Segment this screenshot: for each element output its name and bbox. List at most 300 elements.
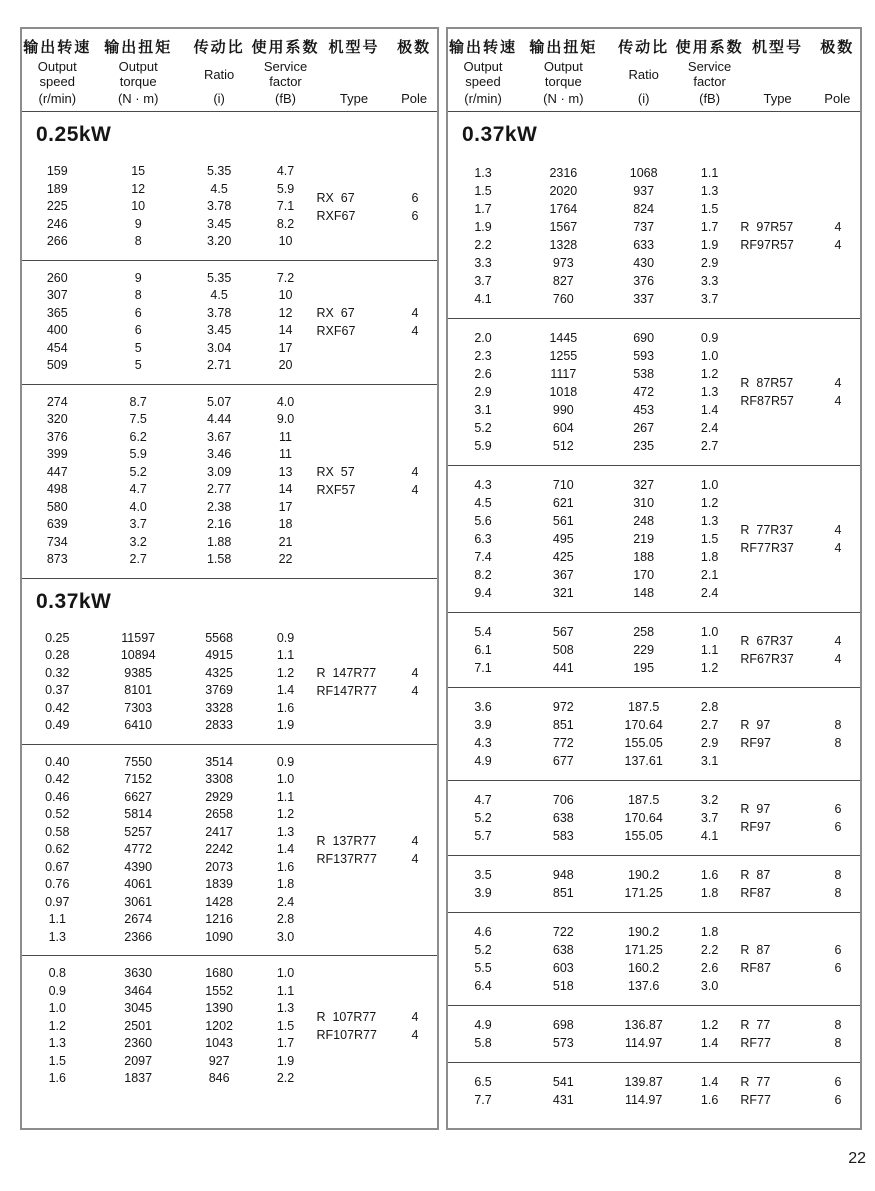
cell-service-factor: 1.2 <box>700 1018 719 1032</box>
cell-output-torque: 518 <box>552 979 574 993</box>
cell-service-factor: 1.8 <box>700 886 719 900</box>
cell-output-torque: 321 <box>552 586 574 600</box>
cell-output-torque: 1445 <box>549 331 578 345</box>
cell-output-torque: 9 <box>134 270 142 285</box>
column-header-zh: 机型号 <box>328 39 380 56</box>
cell-ratio: 5568 <box>205 630 234 645</box>
cell-output-torque: 3630 <box>124 966 153 980</box>
cell-ratio: 1202 <box>205 1018 234 1033</box>
type-pole-line <box>736 650 860 668</box>
cell-ratio: 1043 <box>205 1036 234 1050</box>
cell-output-torque: 561 <box>552 514 574 528</box>
cell-output-speed: 399 <box>46 447 68 461</box>
type-pole-block <box>736 781 860 855</box>
type-label: R 87 <box>740 943 771 957</box>
cell-ratio: 538 <box>633 367 655 381</box>
column-header-service-factor <box>251 36 320 106</box>
type-label: RF97 <box>740 820 771 834</box>
rating-group <box>448 780 860 855</box>
column-header-en-line: torque <box>544 74 582 89</box>
cell-output-speed: 274 <box>46 394 68 409</box>
pole-value: 4 <box>411 306 419 320</box>
type-pole-line <box>736 941 860 959</box>
type-label: R 97 <box>740 802 771 816</box>
cell-output-speed: 6.1 <box>474 643 492 657</box>
column-header-zh: 输出转速 <box>23 39 92 56</box>
cell-output-torque: 431 <box>552 1093 574 1107</box>
cell-service-factor: 1.8 <box>700 550 719 564</box>
cell-output-torque: 7303 <box>124 700 153 715</box>
cell-ratio: 188 <box>633 550 655 564</box>
column-header-zh: 输出扭矩 <box>104 39 173 56</box>
cell-ratio: 310 <box>633 496 655 510</box>
column-header-unit: (fB) <box>699 91 721 106</box>
cell-ratio: 472 <box>633 385 655 399</box>
column-header-pole <box>815 36 860 106</box>
cell-output-torque: 5.9 <box>129 447 147 461</box>
column-header-zh: 输出转速 <box>449 39 518 56</box>
type-pole-block <box>736 154 860 318</box>
cell-output-torque: 698 <box>552 1018 574 1032</box>
pole-value: 8 <box>834 736 842 750</box>
cell-output-speed: 1.0 <box>48 1001 66 1015</box>
cell-output-torque: 6 <box>134 305 142 320</box>
cell-output-torque: 567 <box>552 625 574 639</box>
column-header-zh: 极数 <box>820 39 855 56</box>
column-header-en-line: factor <box>693 74 726 89</box>
cell-service-factor: 10 <box>278 288 293 302</box>
cell-output-speed: 3.3 <box>474 256 492 270</box>
cell-output-speed: 320 <box>46 412 68 426</box>
cell-service-factor: 1.5 <box>276 1018 295 1033</box>
cell-output-torque: 972 <box>552 700 574 714</box>
type-pole-line <box>736 734 860 752</box>
type-pole-line <box>736 1091 860 1109</box>
cell-ratio: 2.16 <box>206 517 232 531</box>
section-title: 0.37kW <box>36 589 112 613</box>
cell-service-factor: 3.7 <box>700 292 719 306</box>
pole-value: 6 <box>411 190 419 205</box>
cell-output-torque: 441 <box>552 661 574 675</box>
cell-output-speed: 0.8 <box>48 966 66 980</box>
cell-output-torque: 2097 <box>124 1053 153 1068</box>
cell-ratio: 137.6 <box>628 979 660 993</box>
cell-output-speed: 639 <box>46 517 68 531</box>
cell-ratio: 1.88 <box>206 534 232 549</box>
cell-output-torque: 973 <box>552 256 574 270</box>
cell-service-factor: 3.7 <box>700 811 719 825</box>
cell-output-torque: 15 <box>131 164 146 178</box>
cell-ratio: 155.05 <box>624 829 663 843</box>
pole-value: 4 <box>834 394 842 408</box>
type-label: R 77R37 <box>740 523 794 537</box>
type-pole-line <box>736 374 860 392</box>
cell-service-factor: 1.5 <box>700 532 719 546</box>
pole-value: 4 <box>411 833 419 848</box>
right-table-panel <box>446 27 862 1130</box>
rating-group <box>22 154 437 260</box>
pole-value: 6 <box>834 1093 842 1107</box>
cell-output-speed: 509 <box>46 358 68 372</box>
cell-service-factor: 17 <box>278 340 293 355</box>
cell-output-speed: 5.2 <box>474 811 492 825</box>
cell-ratio: 1068 <box>629 166 658 180</box>
type-label: R 107R77 <box>316 1010 377 1025</box>
type-label: R 137R77 <box>316 833 377 848</box>
cell-output-torque: 4061 <box>124 877 153 891</box>
column-header-zh: 输出扭矩 <box>529 39 598 56</box>
type-pole-line <box>313 481 438 499</box>
column-header-en-line: torque <box>119 74 157 89</box>
cell-output-speed: 7.4 <box>474 550 492 564</box>
type-label: R 97 <box>740 718 771 732</box>
cell-ratio: 3.78 <box>206 199 232 213</box>
cell-output-torque: 722 <box>552 925 574 939</box>
cell-output-torque: 2316 <box>549 166 578 180</box>
cell-output-speed: 4.1 <box>474 292 492 306</box>
pole-value: 4 <box>411 684 419 698</box>
cell-output-torque: 3045 <box>124 1001 153 1015</box>
cell-ratio: 4325 <box>205 665 234 680</box>
cell-output-torque: 7.5 <box>129 412 147 426</box>
cell-output-torque: 990 <box>552 403 574 417</box>
cell-service-factor: 1.9 <box>700 238 719 252</box>
cell-output-torque: 1018 <box>549 385 578 399</box>
power-section <box>22 112 437 578</box>
cell-ratio: 1.58 <box>206 552 232 566</box>
cell-output-torque: 6.2 <box>129 429 147 444</box>
cell-ratio: 3514 <box>205 754 234 769</box>
column-header-en-line: Output <box>543 59 583 74</box>
rating-group <box>22 955 437 1097</box>
type-pole-line <box>736 884 860 902</box>
type-label: RF87R57 <box>740 394 794 408</box>
cell-ratio: 846 <box>208 1071 230 1085</box>
cell-output-speed: 7.7 <box>474 1093 492 1107</box>
type-pole-line <box>736 866 860 884</box>
cell-service-factor: 2.2 <box>276 1071 295 1085</box>
cell-service-factor: 1.0 <box>700 625 719 639</box>
cell-service-factor: 14 <box>278 323 293 337</box>
cell-output-speed: 1.5 <box>48 1053 66 1068</box>
type-pole-line <box>313 207 438 225</box>
cell-output-torque: 772 <box>552 736 574 750</box>
type-label: RF77 <box>740 1036 771 1050</box>
column-header-output-torque <box>518 36 609 106</box>
cell-output-torque: 2.7 <box>129 552 147 566</box>
cell-output-torque: 6 <box>134 323 142 337</box>
type-label: R 87 <box>740 868 771 882</box>
cell-ratio: 2.38 <box>206 499 232 514</box>
rating-group <box>448 1062 860 1119</box>
type-pole-block <box>736 613 860 687</box>
type-label: R 77 <box>740 1018 771 1032</box>
column-header-en-line: Ratio <box>203 66 235 82</box>
rating-group <box>22 384 437 578</box>
cell-service-factor: 1.0 <box>700 349 719 363</box>
cell-ratio: 195 <box>633 661 655 675</box>
type-pole-block <box>736 319 860 465</box>
cell-output-torque: 638 <box>552 811 574 825</box>
cell-output-speed: 159 <box>46 164 68 178</box>
type-pole-line <box>313 322 438 340</box>
cell-output-speed: 266 <box>46 234 68 248</box>
column-header-en-line: speed <box>465 74 501 89</box>
cell-ratio: 2929 <box>205 789 234 804</box>
cell-ratio: 160.2 <box>628 961 660 975</box>
cell-ratio: 1839 <box>205 877 234 891</box>
cell-output-torque: 3.2 <box>129 534 147 549</box>
cell-output-speed: 1.9 <box>474 220 492 234</box>
cell-output-speed: 0.37 <box>45 683 70 697</box>
cell-ratio: 927 <box>208 1053 230 1068</box>
cell-ratio: 3.67 <box>206 429 232 444</box>
column-header-en <box>264 59 307 89</box>
column-header-en <box>204 67 234 82</box>
column-header-en-line: factor <box>269 74 302 89</box>
cell-output-speed: 2.9 <box>474 385 492 399</box>
cell-service-factor: 1.8 <box>700 925 719 939</box>
type-pole-line <box>736 1016 860 1034</box>
type-pole-line <box>313 832 438 850</box>
type-pole-block <box>313 261 438 384</box>
cell-service-factor: 1.4 <box>700 403 719 417</box>
type-label: R 67R37 <box>740 634 794 648</box>
cell-ratio: 3.78 <box>206 305 232 320</box>
type-label: RF87 <box>740 886 771 900</box>
cell-service-factor: 1.1 <box>276 983 295 998</box>
rating-group <box>448 318 860 465</box>
cell-ratio: 235 <box>633 439 655 453</box>
column-header-zh: 传动比 <box>618 39 670 56</box>
type-label: RF77 <box>740 1093 771 1107</box>
cell-output-torque: 9 <box>134 216 142 231</box>
cell-service-factor: 1.9 <box>276 1053 295 1068</box>
cell-service-factor: 7.1 <box>276 199 295 213</box>
type-pole-line <box>736 1073 860 1091</box>
cell-output-torque: 2366 <box>124 929 153 944</box>
cell-ratio: 937 <box>633 184 655 198</box>
type-label: RF77R37 <box>740 541 794 555</box>
cell-output-torque: 677 <box>552 754 574 768</box>
cell-service-factor: 1.4 <box>276 842 295 856</box>
cell-output-speed: 447 <box>46 464 68 479</box>
cell-output-speed: 2.0 <box>474 331 492 345</box>
cell-service-factor: 21 <box>278 534 293 549</box>
cell-output-torque: 5.2 <box>129 464 147 479</box>
cell-ratio: 430 <box>633 256 655 270</box>
column-header-type <box>317 36 392 106</box>
cell-service-factor: 2.4 <box>700 421 719 435</box>
cell-ratio: 327 <box>633 478 655 492</box>
cell-output-torque: 425 <box>552 550 574 564</box>
cell-output-torque: 10 <box>131 199 146 213</box>
type-pole-line <box>313 1008 438 1026</box>
cell-ratio: 5.35 <box>206 164 232 178</box>
cell-ratio: 4.44 <box>206 412 232 426</box>
cell-output-speed: 1.7 <box>474 202 492 216</box>
cell-output-torque: 851 <box>552 718 574 732</box>
cell-output-torque: 1764 <box>549 202 578 216</box>
cell-output-torque: 2360 <box>124 1036 153 1050</box>
cell-ratio: 170.64 <box>624 811 663 825</box>
cell-output-speed: 0.67 <box>45 859 70 874</box>
cell-service-factor: 1.1 <box>276 789 295 804</box>
cell-ratio: 170.64 <box>624 718 663 732</box>
type-pole-block <box>736 1063 860 1119</box>
cell-ratio: 1680 <box>205 966 234 980</box>
pole-value: 6 <box>834 1075 842 1089</box>
type-label: RF87 <box>740 961 771 975</box>
cell-ratio: 3308 <box>205 772 234 786</box>
cell-output-speed: 2.3 <box>474 349 492 363</box>
cell-ratio: 5.35 <box>206 270 232 285</box>
cell-output-torque: 710 <box>552 478 574 492</box>
type-pole-line <box>313 1026 438 1044</box>
cell-ratio: 1216 <box>205 912 234 926</box>
cell-output-speed: 4.5 <box>474 496 492 510</box>
cell-service-factor: 2.6 <box>700 961 719 975</box>
cell-ratio: 258 <box>633 625 655 639</box>
cell-output-torque: 1117 <box>550 367 577 381</box>
cell-output-torque: 760 <box>552 292 574 306</box>
cell-service-factor: 1.1 <box>700 166 719 180</box>
cell-output-torque: 851 <box>552 886 574 900</box>
table-header <box>448 29 860 112</box>
column-header-en-line: Output <box>118 59 158 74</box>
cell-output-torque: 603 <box>552 961 574 975</box>
column-header-en <box>38 59 77 89</box>
cell-service-factor: 1.0 <box>700 478 719 492</box>
cell-output-speed: 6.3 <box>474 532 492 546</box>
cell-output-speed: 225 <box>46 199 68 213</box>
column-header-zh: 机型号 <box>752 39 804 56</box>
column-header-service-factor <box>675 36 744 106</box>
pole-value: 4 <box>834 523 842 537</box>
type-pole-line <box>736 632 860 650</box>
cell-output-torque: 5 <box>134 340 142 355</box>
cell-service-factor: 1.2 <box>276 665 295 680</box>
rating-group <box>448 687 860 780</box>
cell-output-speed: 873 <box>46 552 68 566</box>
cell-output-torque: 541 <box>552 1075 574 1089</box>
cell-ratio: 4915 <box>205 648 234 662</box>
cell-output-torque: 827 <box>552 274 574 288</box>
cell-service-factor: 18 <box>278 517 293 531</box>
cell-service-factor: 1.3 <box>276 1001 295 1015</box>
cell-ratio: 187.5 <box>628 793 660 807</box>
cell-service-factor: 17 <box>278 499 293 514</box>
cell-ratio: 139.87 <box>624 1075 663 1089</box>
cell-service-factor: 3.0 <box>700 979 719 993</box>
type-pole-line <box>736 539 860 557</box>
cell-service-factor: 1.3 <box>700 184 719 198</box>
cell-output-speed: 580 <box>46 499 68 514</box>
cell-service-factor: 1.3 <box>276 824 295 839</box>
column-header-en-line: Output <box>37 59 77 74</box>
pole-value: 4 <box>834 541 842 555</box>
type-label: R 97R57 <box>740 220 794 234</box>
cell-service-factor: 8.2 <box>276 216 295 231</box>
column-header-en <box>464 59 503 89</box>
column-header-en <box>544 59 583 89</box>
cell-ratio: 3.45 <box>206 323 232 337</box>
cell-output-speed: 0.42 <box>45 700 70 715</box>
cell-service-factor: 4.0 <box>276 394 295 409</box>
cell-ratio: 593 <box>633 349 655 363</box>
cell-service-factor: 2.8 <box>276 912 295 926</box>
column-header-zh: 传动比 <box>193 39 245 56</box>
cell-output-torque: 2674 <box>124 912 153 926</box>
type-pole-line <box>736 1034 860 1052</box>
cell-output-torque: 7152 <box>124 772 153 786</box>
type-label: RF67R37 <box>740 652 794 666</box>
pole-value: 4 <box>411 483 419 497</box>
type-pole-block <box>736 688 860 780</box>
cell-output-speed: 2.2 <box>474 238 492 252</box>
cell-output-speed: 3.5 <box>474 868 492 882</box>
cell-service-factor: 1.7 <box>276 1036 295 1050</box>
cell-service-factor: 20 <box>278 358 293 372</box>
cell-service-factor: 11 <box>279 429 292 444</box>
cell-output-torque: 621 <box>552 496 574 510</box>
cell-output-torque: 1328 <box>549 238 578 252</box>
cell-output-speed: 1.1 <box>48 912 66 926</box>
pole-value: 4 <box>411 851 419 866</box>
type-pole-block <box>313 745 438 956</box>
cell-ratio: 114.97 <box>625 1093 663 1107</box>
cell-output-speed: 376 <box>46 429 68 444</box>
cell-output-torque: 4.7 <box>129 482 147 496</box>
table-header <box>22 29 437 112</box>
pole-value: 4 <box>411 324 419 338</box>
cell-output-torque: 495 <box>552 532 574 546</box>
cell-output-torque: 2501 <box>124 1018 153 1033</box>
cell-output-speed: 0.76 <box>45 877 70 891</box>
cell-output-speed: 0.52 <box>45 807 70 821</box>
rating-group <box>448 154 860 318</box>
column-header-en-line: Ratio <box>628 66 659 82</box>
cell-ratio: 2658 <box>205 807 234 821</box>
cell-ratio: 633 <box>633 238 655 252</box>
cell-ratio: 4.5 <box>210 288 228 302</box>
cell-service-factor: 4.7 <box>276 164 295 178</box>
cell-ratio: 219 <box>633 532 655 546</box>
type-label: RF97R57 <box>740 238 794 252</box>
cell-service-factor: 1.4 <box>276 683 295 697</box>
cell-service-factor: 1.6 <box>276 700 295 715</box>
type-pole-line <box>736 218 860 236</box>
pole-value: 4 <box>834 376 842 390</box>
cell-output-speed: 0.49 <box>45 718 70 732</box>
cell-service-factor: 1.3 <box>700 514 719 528</box>
column-header-ratio <box>184 36 255 106</box>
type-pole-line <box>736 521 860 539</box>
type-pole-block <box>736 913 860 1005</box>
section-title: 0.25kW <box>36 123 112 146</box>
rating-group <box>448 612 860 687</box>
cell-ratio: 187.5 <box>628 700 660 714</box>
cell-output-speed: 246 <box>46 216 68 231</box>
column-header-en-line: speed <box>39 74 75 89</box>
cell-service-factor: 1.5 <box>700 202 719 216</box>
rating-group <box>22 621 437 744</box>
cell-output-speed: 734 <box>46 534 68 549</box>
cell-ratio: 737 <box>633 220 655 234</box>
cell-output-torque: 7550 <box>124 754 153 769</box>
type-label: R 147R77 <box>316 666 377 680</box>
cell-output-torque: 2020 <box>549 184 578 198</box>
